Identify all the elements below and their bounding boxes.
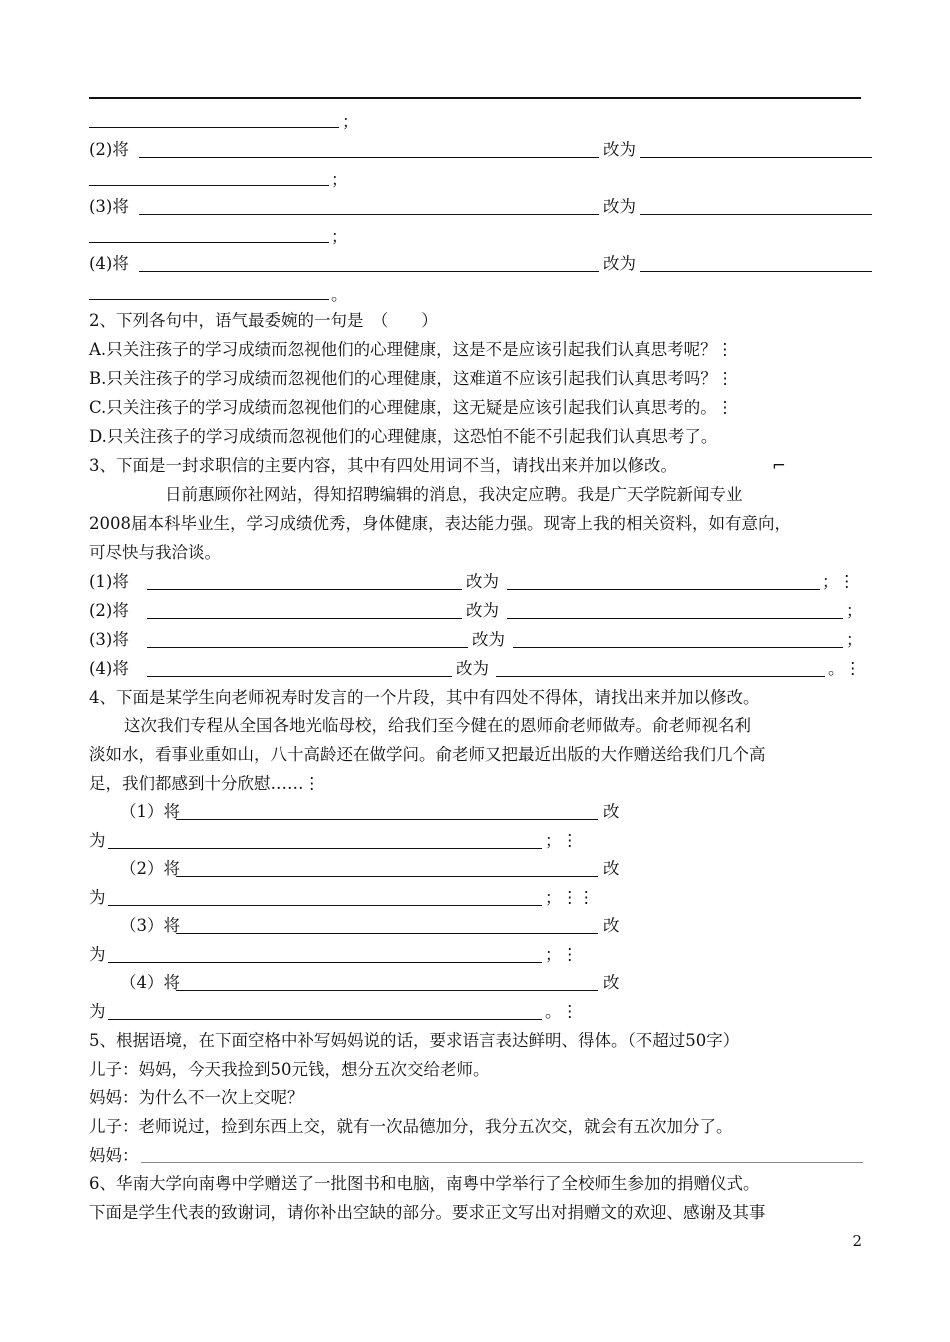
item-label: 改为 [603,254,636,273]
item-label: 改为 [466,572,499,591]
question-3-stem: 3、下面是一封求职信的主要内容，其中有四处用词不当，请找出来并加以修改。 [89,456,677,475]
punct: ； [331,227,348,246]
item-label: (2)将 [89,601,129,620]
answer-blank[interactable] [89,299,329,300]
answer-blank[interactable] [139,214,599,215]
bracket-mark-icon: ⌐ [772,456,786,475]
passage-line: 这次我们专程从全国各地光临母校，给我们至今健在的恩师俞老师做寿。俞老师视名利 [124,716,751,735]
item-label: 改为 [472,630,505,649]
punct: ；⋮ [822,572,855,591]
item-label: （4）将 [120,973,180,992]
answer-blank[interactable] [176,876,598,877]
answer-blank[interactable] [507,589,820,590]
answer-blank[interactable] [89,127,339,128]
item-label: (3)将 [89,630,129,649]
passage-line: 可尽快与我洽谈。 [89,543,221,562]
answer-blank[interactable] [507,618,843,619]
item-label: （3）将 [120,916,180,935]
punct: 。⋮ [545,1002,578,1021]
passage-line: 足，我们都感到十分欣慰……⋮ [89,774,320,793]
punct: ； [342,112,359,131]
punct: ；⋮ [545,945,578,964]
item-label: （1）将 [120,802,180,821]
question-4-stem: 4、下面是某学生向老师祝寿时发言的一个片段，其中有四处不得体，请找出来并加以修改。 [89,688,760,707]
option-d[interactable]: D.只关注孩子的学习成绩而忽视他们的心理健康，这恐怕不能不引起我们认真思考了。 [89,427,718,446]
item-label: 为 [89,888,106,907]
answer-blank[interactable] [147,589,462,590]
question-5-stem: 5、根据语境，在下面空格中补写妈妈说的话，要求语言表达鲜明、得体。（不超过50字） [89,1031,740,1050]
item-label: 改为 [603,140,636,159]
option-b[interactable]: B.只关注孩子的学习成绩而忽视他们的心理健康，这难道不应该引起我们认真思考吗？⋮ [89,369,734,388]
dialogue-line: 儿子：妈妈，今天我捡到50元钱，想分五次交给老师。 [89,1060,490,1079]
page-number: 2 [852,1232,862,1250]
answer-blank[interactable] [496,676,825,677]
question-2-stem: 2、下列各句中，语气最委婉的一句是 （ ） [89,311,438,330]
answer-blank[interactable] [147,618,462,619]
answer-blank[interactable] [176,819,598,820]
top-rule [89,97,861,99]
answer-blank[interactable] [108,848,542,849]
passage-line: 淡如水，看事业重如山，八十高龄还在做学问。俞老师又把最近出版的大作赠送给我们几个高 [89,745,766,764]
punct: ； [331,170,348,189]
answer-blank[interactable] [108,962,542,963]
item-label: 为 [89,1002,106,1021]
question-6-line: 6、华南大学向南粤中学赠送了一批图书和电脑，南粤中学举行了全校师生参加的捐赠仪式。 [89,1174,760,1193]
question-6-line: 下面是学生代表的致谢词，请你补出空缺的部分。要求正文写出对捐赠文的欢迎、感谢及其事 [89,1203,766,1222]
item-label: 改 [603,859,620,878]
item-label: 改为 [466,601,499,620]
punct: ；⋮⋮ [545,888,595,907]
answer-blank[interactable] [108,1019,542,1020]
option-c[interactable]: C.只关注孩子的学习成绩而忽视他们的心理健康，这无疑是应该引起我们认真思考的。⋮ [89,398,734,417]
answer-blank[interactable] [176,933,598,934]
answer-blank[interactable] [141,1162,863,1163]
item-label: (3)将 [89,197,129,216]
passage-line: 2008届本科毕业生，学习成绩优秀，身体健康，表达能力强。现寄上我的相关资料，如有意向， [89,514,791,533]
answer-blank[interactable] [147,676,452,677]
option-a[interactable]: A.只关注孩子的学习成绩而忽视他们的心理健康，这是不是应该引起我们认真思考呢？⋮ [89,340,734,359]
punct: 。 [331,285,348,304]
item-label: 改为 [456,659,489,678]
answer-blank[interactable] [147,647,468,648]
answer-blank[interactable] [108,905,542,906]
punct: ； [846,601,863,620]
punct: ；⋮ [545,831,578,850]
punct: 。⋮ [828,659,861,678]
item-label: 为 [89,945,106,964]
punct: ； [846,630,863,649]
item-label: 改为 [603,197,636,216]
answer-blank[interactable] [640,214,872,215]
answer-blank[interactable] [89,242,329,243]
passage-line: 日前惠顾你社网站，得知招聘编辑的消息，我决定应聘。我是广天学院新闻专业 [165,485,743,504]
item-label: 改 [603,802,620,821]
item-label: （2）将 [120,859,180,878]
item-label: 改 [603,916,620,935]
answer-blank[interactable] [176,990,598,991]
dialogue-line: 妈妈：为什么不一次上交呢？ [89,1088,304,1107]
answer-blank[interactable] [640,271,872,272]
answer-blank[interactable] [89,185,329,186]
answer-blank[interactable] [139,157,599,158]
dialogue-line: 妈妈： [89,1146,139,1165]
item-label: (4)将 [89,254,129,273]
item-label: (2)将 [89,140,129,159]
answer-blank[interactable] [513,647,843,648]
item-label: (1)将 [89,572,129,591]
item-label: (4)将 [89,659,129,678]
dialogue-line: 儿子：老师说过，捡到东西上交，就有一次品德加分，我分五次交，就会有五次加分了。 [89,1117,733,1136]
item-label: 为 [89,831,106,850]
item-label: 改 [603,973,620,992]
answer-blank[interactable] [640,157,872,158]
answer-blank[interactable] [139,271,599,272]
